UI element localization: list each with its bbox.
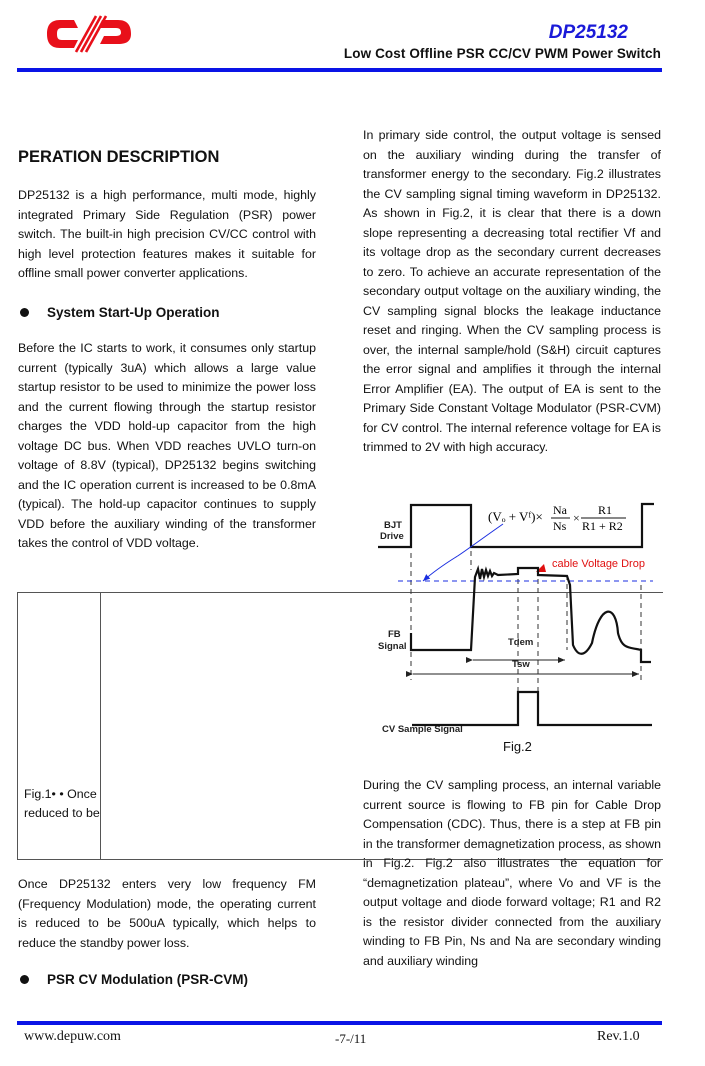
equation-times: × <box>573 511 580 525</box>
drive-label: Drive <box>380 531 404 542</box>
equation-na: Na <box>553 503 567 517</box>
document-subtitle: Low Cost Offline PSR CC/CV PWM Power Switch <box>343 46 661 61</box>
bullet-icon <box>20 975 29 984</box>
startup-paragraph: Before the IC starts to work, it consumes only startup current (typically 3uA) which allows a large value startup resistor to be used to minimize the power loss and the current flowing through the startup resistor charges the VDD hold-up capacitor from the high voltage DC bus. When VDD reaches UVLO turn-on voltage of 8.8V (typical), DP25132 begins switching and the IC operation current is increased to be 0.8mA (typical). The hold-up capacitor continues to supply VDD before the auxiliary winding of the transformer takes the control of VDD voltage. <box>18 341 316 550</box>
document-title: DP25132 <box>548 22 628 43</box>
equation-r1: R1 <box>598 503 613 517</box>
frame-divider <box>100 592 101 859</box>
startup-heading <box>18 305 316 320</box>
footer-website: www.depuw.com <box>24 1029 121 1044</box>
header-divider <box>17 68 662 72</box>
intro-paragraph: DP25132 is a high performance, multi mode, highly integrated Primary Side Regulation (PSR) power switch. The built-in high precision CV/CC control with high level protection features makes it suitable for offline small power converter applications. <box>18 188 316 280</box>
bjt-label: BJT <box>384 520 402 531</box>
cable-drop-label: cable Voltage Drop <box>552 558 645 570</box>
fig2-caption: Fig.2 <box>503 739 532 754</box>
fm-mode-paragraph: Once DP25132 enters very low frequency FM (Frequency Modulation) mode, the operating current is reduced to be 500uA typically, which helps to reduce the standby power loss. <box>18 877 316 950</box>
fb-label: FB <box>388 629 401 640</box>
fig1-caption: Fig.1• • Once reduced to be <box>24 787 100 820</box>
cvm-heading-text: PSR CV Modulation (PSR-CVM) <box>47 972 248 987</box>
footer-revision: Rev.1.0 <box>597 1029 640 1044</box>
footer-divider <box>17 1021 662 1025</box>
equation-ns: Ns <box>553 519 567 533</box>
cdc-paragraph: During the CV sampling process, an internal variable current source is flowing to FB pin for Cable Drop Compensation (CDC). Thus, there is a step at FB pin in the transformer demagnetization process, as shown in Fig.2. Fig.2 also illustrates the equation for “demagnetization plateau”, where Vo and VF is the output voltage and diode forward voltage; R1 and R2 is the resistor divider connected from the auxiliary winding to FB Pin, Ns and Na are secondary winding and auxiliary winding <box>363 778 661 968</box>
cv-sample-label: CV Sample Signal <box>382 724 463 735</box>
cvm-heading <box>18 972 316 987</box>
equation-r1r2: R1 + R2 <box>582 519 623 533</box>
startup-heading-text: System Start-Up Operation <box>47 305 220 320</box>
footer-page-number: -7-/11 <box>335 1031 367 1046</box>
frame-left-border <box>17 592 18 859</box>
section-title: PERATION DESCRIPTION <box>18 148 220 166</box>
cv-sensing-paragraph: In primary side control, the output voltage is sensed on the auxiliary winding during the transfer of transformer energy to the secondary. Fig.2 illustrates the CV sampling signal timing waveform in DP25132. As shown in Fig.2, it is clear that there is a down slope representing a decreasing total rectifier Vf and its voltage drop as the secondary current decreases to zero. To achieve an accurate representation of the secondary output voltage on the auxiliary winding, the CV sampling signal blocks the leakage inductance reset and ringing. When the CV sampling process is over, the internal sample/hold (S&H) circuit captures the error signal and amplifies it through the internal Error Amplifier (EA). The output of EA is sent to the Primary Side Constant Voltage Modulator (PSR-CVM) for CV control. The internal reference voltage for EA is trimmed to 2V with high accuracy. <box>363 128 661 454</box>
equation-lhs: (Vₒ + Vᶠ)× <box>488 509 543 524</box>
tsw-label: Tsw <box>512 659 530 670</box>
company-logo-icon <box>44 14 134 54</box>
tdem-label: Tdem <box>508 637 534 648</box>
bullet-icon <box>20 308 29 317</box>
cv-sampling-timing-diagram <box>360 485 670 775</box>
signal-label: Signal <box>378 641 407 652</box>
